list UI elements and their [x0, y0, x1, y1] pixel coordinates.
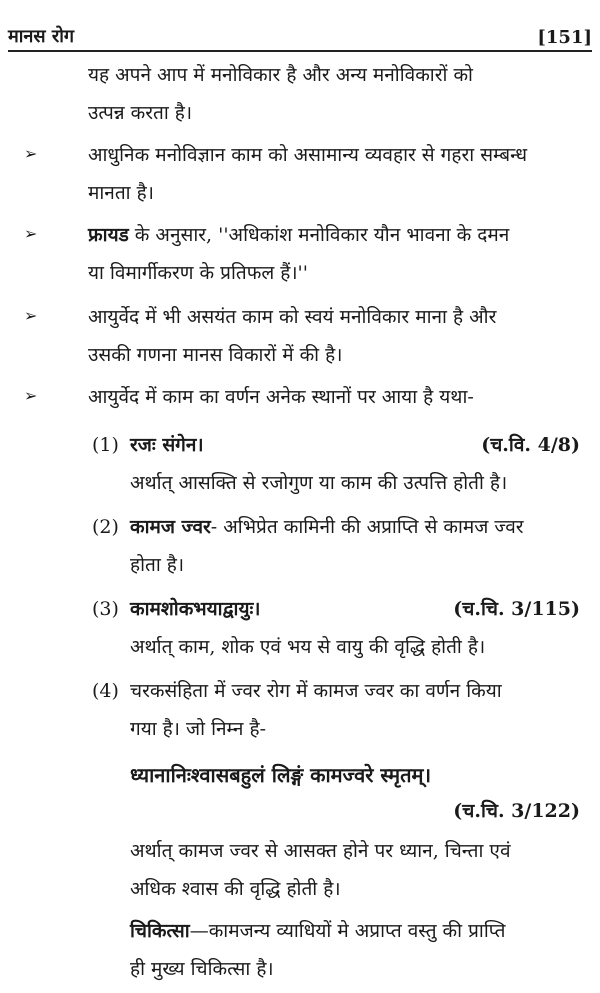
item-number-2: (2): [92, 516, 119, 538]
item-4-meaning: अर्थात् कामज ज्वर से आसक्त होने पर ध्यान, चिन्ता एवं अधिक श्वास की वृद्धि होती है।: [130, 840, 511, 900]
bullet-icon: ➢: [24, 306, 38, 325]
item-3-verse: कामशोकभयाद्वायुः।: [130, 598, 261, 620]
item-3-reference: (च.चि. 3/115): [453, 598, 580, 620]
item-3-meaning: अर्थात् काम, शोक एवं भय से वायु की वृद्धि होती है।: [130, 636, 486, 658]
bullet-icon: ➢: [24, 386, 38, 405]
page-number: [151]: [537, 27, 592, 48]
bullet-icon: ➢: [24, 144, 38, 163]
item-4-verse: ध्यानानिःश्वासबहुलं लिङ्गं कामज्वरे स्मृतम्।: [130, 763, 432, 787]
treatment-paragraph: चिकित्सा—कामजन्य व्याधियों मे अप्राप्त वस्तु की प्राप्ति ही मुख्य चिकित्सा है।: [130, 920, 506, 980]
bullet-icon: ➢: [24, 224, 38, 243]
item-number-3: (3): [92, 598, 119, 620]
freud-name: फ्रायड: [88, 224, 129, 246]
intro-paragraph: यह अपने आप में मनोविकार है और अन्य मनोविकारों को उत्पन्न करता है।: [88, 64, 473, 124]
page-header: [8, 18, 592, 52]
item-number-4: (4): [92, 680, 119, 702]
bullet-paragraph-4: आयुर्वेद में काम का वर्णन अनेक स्थानों पर आया है यथा-: [88, 386, 474, 408]
item-4-reference: (च.चि. 3/122): [453, 800, 580, 822]
chapter-title: मानस रोग: [8, 26, 75, 47]
item-1-meaning: अर्थात् आसक्ति से रजोगुण या काम की उत्पत्ति होती है।: [130, 472, 508, 494]
item-2-text: कामज ज्वर- अभिप्रेत कामिनी की अप्राप्ति से कामज ज्वर होता है।: [130, 516, 524, 576]
bullet-paragraph-1: आधुनिक मनोविज्ञान काम को असामान्य व्यवहार से गहरा सम्बन्ध मानता है।: [88, 144, 528, 204]
item-1-verse: रजः संगेन।: [130, 434, 204, 456]
item-number-1: (1): [92, 434, 119, 456]
bullet-paragraph-2: फ्रायड के अनुसार, ''अधिकांश मनोविकार यौन भावना के दमन या विमार्गीकरण के प्रतिफल हैं।'': [88, 224, 510, 284]
bullet-paragraph-3: आयुर्वेद में भी असयंत काम को स्वयं मनोविकार माना है और उसकी गणना मानस विकारों में की है।: [88, 306, 497, 366]
item-1-reference: (च.वि. 4/8): [481, 434, 580, 456]
item-4-text: चरकसंहिता में ज्वर रोग में कामज ज्वर का वर्णन किया गया है। जो निम्न है-: [130, 680, 502, 740]
